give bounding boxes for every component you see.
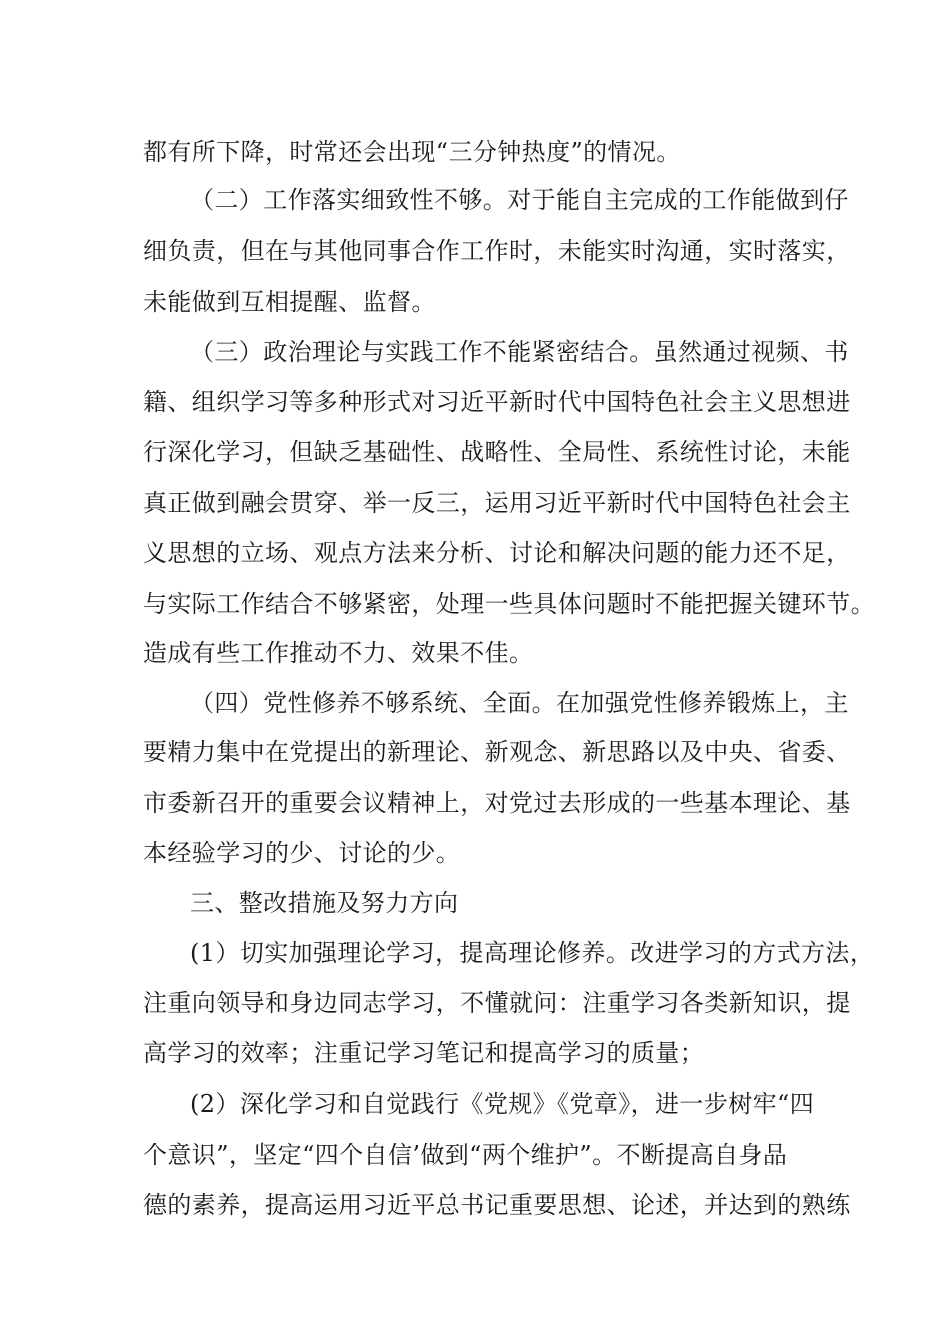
text-line: 籍、组织学习等多种形式对习近平新时代中国特色社会主义思想进	[143, 388, 851, 416]
text-line: 未能做到互相提醒、监督。	[143, 288, 436, 316]
text-line: 个意识”，坚定“四个自信’做到“两个维护”。不断提高自身品	[143, 1141, 788, 1169]
text-line: 本经验学习的少、讨论的少。	[143, 839, 461, 867]
text-line: 注重向领导和身边同志学习，不懂就问：注重学习各类新知识，提	[143, 989, 851, 1017]
text-line: 义思想的立场、观点方法来分析、讨论和解决问题的能力还不足，	[143, 539, 851, 567]
text-line: 造成有些工作推动不力、效果不佳。	[143, 639, 534, 667]
text-line: 市委新召开的重要会议精神上，对党过去形成的一些基本理论、基	[143, 789, 851, 817]
text-line: 细负责，但在与其他同事合作工作时，未能实时沟通，实时落实，	[143, 237, 851, 265]
text-line: 都有所下降，时常还会出现“三分钟热度”的情况。	[143, 138, 681, 166]
text-line: （二）工作落实细致性不够。对于能自主完成的工作能做到仔	[190, 186, 849, 214]
text-line: （三）政治理论与实践工作不能紧密结合。虽然通过视频、书	[190, 338, 849, 366]
text-line: 真正做到融会贯穿、举一反三，运用习近平新时代中国特色社会主	[143, 489, 851, 517]
text-line: 要精力集中在党提出的新理论、新观念、新思路以及中央、省委、	[143, 738, 851, 766]
text-line: 德的素养，提高运用习近平总书记重要思想、论述，并达到的熟练	[143, 1191, 851, 1219]
text-line: 行深化学习，但缺乏基础性、战略性、全局性、系统性讨论，未能	[143, 438, 851, 466]
text-line: 与实际工作结合不够紧密，处理一些具体问题时不能把握关键环节。	[143, 590, 875, 618]
text-line: (1）切实加强理论学习，提高理论修养。改进学习的方式方法，	[190, 939, 875, 967]
text-line: (2）深化学习和自觉践行《党规》《党章》，进一步树牢“四	[190, 1090, 815, 1118]
text-line: （四）党性修养不够系统、全面。在加强党性修养锻炼上，主	[190, 689, 849, 717]
section-heading: 三、整改措施及努力方向	[190, 889, 459, 917]
text-line: 高学习的效率；注重记学习笔记和提高学习的质量；	[143, 1039, 705, 1067]
